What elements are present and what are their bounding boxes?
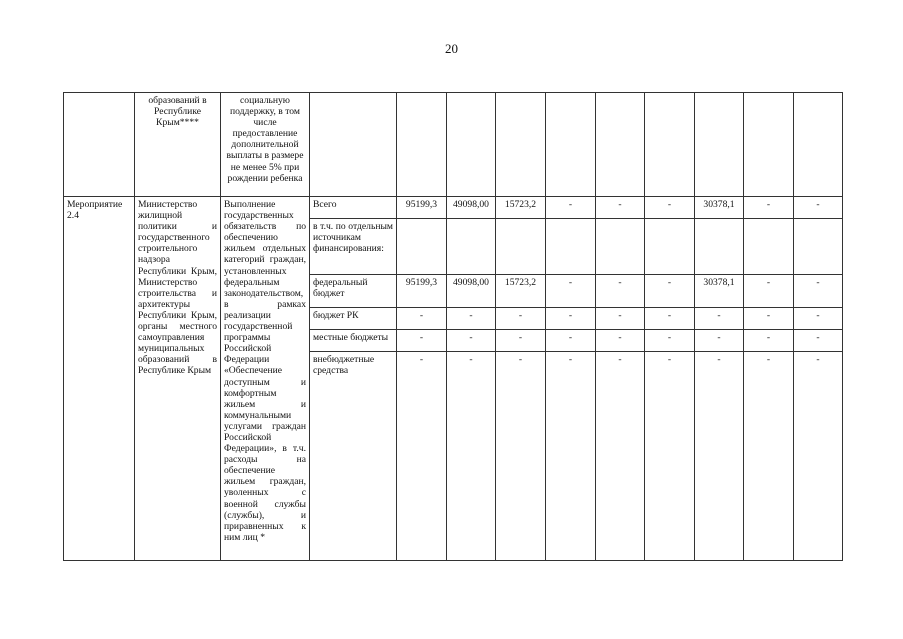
value-cell bbox=[546, 219, 596, 275]
value-cell bbox=[645, 219, 695, 275]
value-cell: 15723,2 bbox=[496, 197, 546, 219]
value-cell: - bbox=[496, 330, 546, 352]
cont-executor-cell: образований в Республике Крым**** bbox=[135, 93, 221, 197]
value-cell: - bbox=[397, 308, 447, 330]
value-cell: 95199,3 bbox=[397, 275, 447, 308]
value-cell: - bbox=[744, 197, 794, 219]
value-cell bbox=[744, 219, 794, 275]
value-cell: - bbox=[596, 330, 645, 352]
page-number: 20 bbox=[445, 41, 458, 56]
value-cell: - bbox=[645, 308, 695, 330]
value-cell: - bbox=[744, 352, 794, 561]
value-cell: 30378,1 bbox=[695, 197, 744, 219]
value-cell: - bbox=[596, 308, 645, 330]
value-cell: - bbox=[695, 352, 744, 561]
value-cell: 49098,00 bbox=[447, 197, 496, 219]
value-cell: - bbox=[596, 197, 645, 219]
source-cell: Всего bbox=[310, 197, 397, 219]
value-cell: - bbox=[794, 197, 843, 219]
source-cell: бюджет РК bbox=[310, 308, 397, 330]
continuation-row bbox=[64, 93, 843, 197]
value-cell: - bbox=[397, 352, 447, 561]
value-cell: 30378,1 bbox=[695, 275, 744, 308]
value-cell bbox=[397, 219, 447, 275]
value-cell: - bbox=[645, 330, 695, 352]
source-cell: местные бюджеты bbox=[310, 330, 397, 352]
value-cell: - bbox=[447, 352, 496, 561]
source-cell: внебюджетные средства bbox=[310, 352, 397, 561]
value-cell: - bbox=[546, 330, 596, 352]
value-cell: - bbox=[645, 197, 695, 219]
value-cell: 15723,2 bbox=[496, 275, 546, 308]
value-cell: - bbox=[695, 330, 744, 352]
value-cell: - bbox=[397, 330, 447, 352]
cont-description-cell: социальную поддержку, в том числе предоставление дополнительной выплаты в размере не менее 5% при рождении ребенка bbox=[221, 93, 310, 197]
value-cell: - bbox=[744, 275, 794, 308]
value-cell: - bbox=[546, 275, 596, 308]
value-cell: - bbox=[645, 352, 695, 561]
value-cell: - bbox=[447, 330, 496, 352]
measure-executor-cell: Министерство жилищной политики и государственного строительного надзора Республики Крым, Министерство строительства и архитектуры Республики Крым, органы местного самоуправления муниципальных образований в Республике Крым bbox=[135, 197, 221, 561]
value-cell: - bbox=[794, 308, 843, 330]
table-row bbox=[64, 197, 843, 219]
value-cell: - bbox=[546, 308, 596, 330]
value-cell: - bbox=[546, 352, 596, 561]
value-cell: 95199,3 bbox=[397, 197, 447, 219]
value-cell: - bbox=[744, 330, 794, 352]
cont-measure-cell bbox=[64, 93, 135, 197]
value-cell: - bbox=[794, 275, 843, 308]
value-cell: 49098,00 bbox=[447, 275, 496, 308]
value-cell bbox=[695, 219, 744, 275]
measure-name-cell: Мероприятие 2.4 bbox=[64, 197, 135, 561]
value-cell: - bbox=[496, 308, 546, 330]
value-cell bbox=[596, 219, 645, 275]
value-cell bbox=[496, 219, 546, 275]
value-cell: - bbox=[496, 352, 546, 561]
value-cell bbox=[794, 219, 843, 275]
value-cell: - bbox=[596, 275, 645, 308]
value-cell: - bbox=[596, 352, 645, 561]
value-cell bbox=[447, 219, 496, 275]
value-cell: - bbox=[546, 197, 596, 219]
financing-table bbox=[63, 92, 843, 561]
source-cell: в т.ч. по отдельным источникам финансирования: bbox=[310, 219, 397, 275]
value-cell: - bbox=[695, 308, 744, 330]
value-cell: - bbox=[794, 352, 843, 561]
value-cell: - bbox=[744, 308, 794, 330]
measure-description-cell: Выполнение государственных обязательств по обеспечению жильем отдельных категорий граждан, установленных федеральным законодательством, в рамках реализации государственной программы Российской Федерации «Обеспечение доступным и комфортным жильем и коммунальными услугами граждан Российской Федерации», в т.ч. расходы на обеспечение жильем граждан, уволенных с военной службы (службы), и приравненных к ним лиц * bbox=[221, 197, 310, 561]
value-cell: - bbox=[794, 330, 843, 352]
value-cell: - bbox=[645, 275, 695, 308]
source-cell: федеральный бюджет bbox=[310, 275, 397, 308]
value-cell: - bbox=[447, 308, 496, 330]
